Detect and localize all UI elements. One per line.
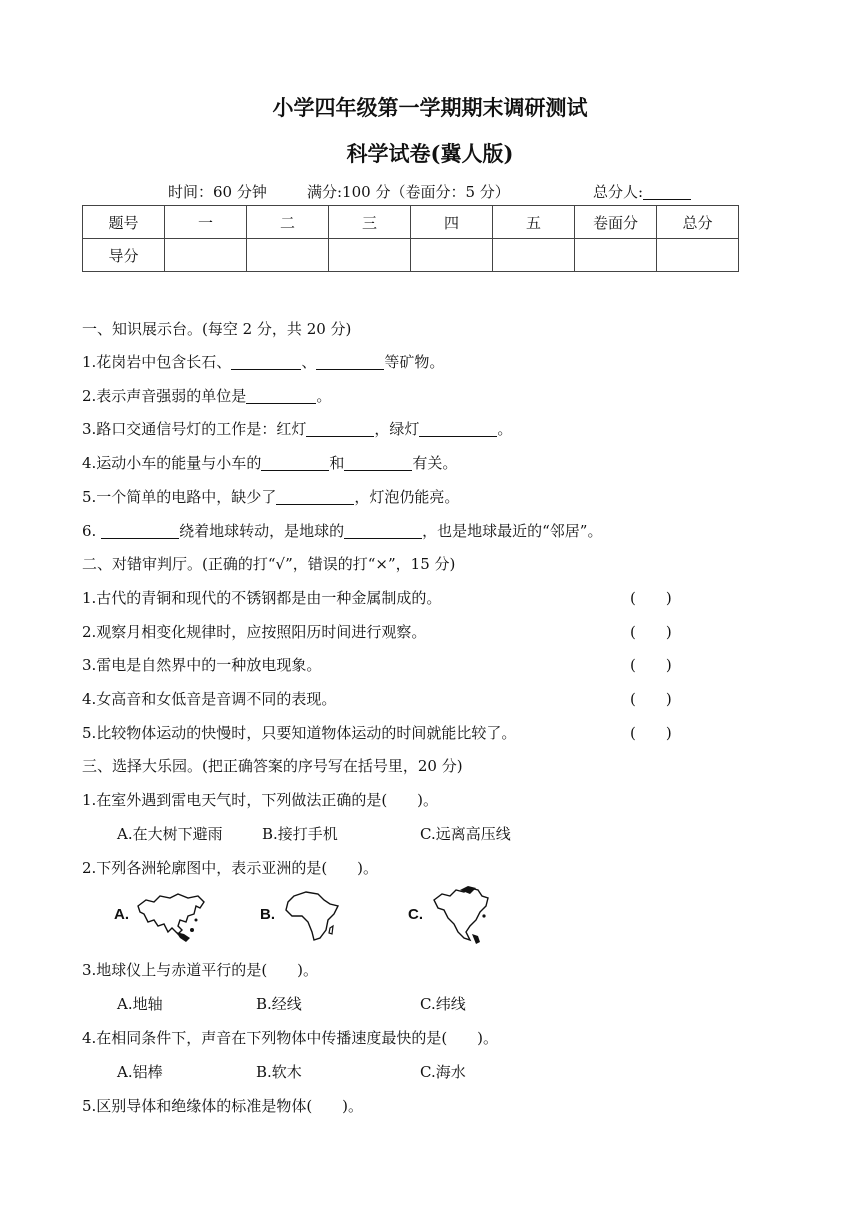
judge-item-1: 1.古代的青铜和现代的不锈钢都是由一种金属制成的。 — [82, 589, 442, 607]
table-cell: 五 — [493, 206, 575, 239]
table-cell: 一 — [165, 206, 247, 239]
exam-title: 小学四年级第一学期期末调研测试 — [272, 95, 588, 120]
judge-item-2: 2.观察月相变化规律时，应按照阳历时间进行观察。 — [82, 623, 427, 641]
exam-subtitle: 科学试卷(冀人版) — [346, 141, 514, 166]
score-table-header-row — [83, 206, 739, 239]
judge-answer-paren[interactable]: ( ) — [630, 656, 672, 674]
judge-item-4: 4.女高音和女低音是音调不同的表现。 — [82, 690, 337, 708]
choice-question-5: 5.区别导体和绝缘体的标准是物体( )。 — [82, 1097, 364, 1115]
score-entry-cell[interactable] — [493, 239, 575, 272]
section2-heading: 二、对错审判厅。(正确的打“√”，错误的打“×”，15 分) — [82, 555, 456, 573]
north-america-outline-icon — [430, 886, 494, 946]
judge-item-5: 5.比较物体运动的快慢时，只要知道物体运动的时间就能比较了。 — [82, 724, 517, 742]
choice-option-c: C.纬线 — [420, 995, 466, 1013]
asia-outline-icon — [136, 892, 206, 944]
score-entry-cell[interactable] — [657, 239, 739, 272]
question-text: 2.表示声音强弱的单位是 — [82, 387, 247, 405]
judge-answer-paren[interactable]: ( ) — [630, 623, 672, 641]
table-cell: 卷面分 — [575, 206, 657, 239]
question-text: 5.一个简单的电路中，缺少了 — [82, 488, 277, 506]
answer-blank[interactable] — [276, 489, 354, 505]
choice-option-a: A.铝棒 — [117, 1063, 163, 1081]
score-table-score-row — [83, 239, 739, 272]
exam-full-score: 满分:100 分（卷面分：5 分） — [307, 183, 510, 201]
choice-question-3: 3.地球仪上与赤道平行的是( )。 — [82, 961, 319, 979]
map-option-b-label: B. — [260, 906, 275, 923]
score-table — [82, 205, 739, 272]
judge-answer-paren[interactable]: ( ) — [630, 690, 672, 708]
question-text: 4.运动小车的能量与小车的 — [82, 454, 262, 472]
question-1-5 — [82, 486, 459, 507]
question-text: 有关。 — [412, 454, 458, 472]
choice-question-1: 1.在室外遇到雷电天气时，下列做法正确的是( )。 — [82, 791, 439, 809]
question-text: ，灯泡仍能亮。 — [354, 488, 460, 506]
choice-option-a: A.地轴 — [117, 995, 163, 1013]
choice-option-b: B.经线 — [256, 995, 302, 1013]
answer-blank[interactable] — [419, 421, 497, 437]
table-cell: 三 — [329, 206, 411, 239]
choice-option-b: B.接打手机 — [262, 825, 338, 843]
score-entry-cell[interactable] — [411, 239, 493, 272]
table-cell: 四 — [411, 206, 493, 239]
exam-time: 时间：60 分钟 — [168, 183, 267, 201]
answer-blank[interactable] — [344, 523, 422, 539]
map-option-a-label: A. — [114, 906, 129, 923]
question-1-1 — [82, 351, 444, 372]
question-1-3 — [82, 418, 512, 439]
africa-outline-icon — [280, 890, 344, 942]
scorer-field — [593, 181, 691, 202]
judge-item-3: 3.雷电是自然界中的一种放电现象。 — [82, 656, 322, 674]
choice-question-4: 4.在相同条件下，声音在下列物体中传播速度最快的是( )。 — [82, 1029, 499, 1047]
answer-blank[interactable] — [316, 354, 384, 370]
answer-blank[interactable] — [344, 455, 412, 471]
score-entry-cell[interactable] — [165, 239, 247, 272]
answer-blank[interactable] — [231, 354, 301, 370]
answer-blank[interactable] — [306, 421, 374, 437]
scorer-blank[interactable] — [643, 184, 691, 200]
question-text: 6. — [82, 522, 102, 540]
question-text: 绕着地球转动，是地球的 — [179, 522, 345, 540]
question-text: 和 — [329, 454, 345, 472]
answer-blank[interactable] — [261, 455, 329, 471]
answer-blank[interactable] — [246, 388, 316, 404]
map-option-c-label: C. — [408, 906, 423, 923]
question-text: 1.花岗岩中包含长石、 — [82, 353, 232, 371]
question-1-6 — [82, 520, 602, 541]
answer-blank[interactable] — [101, 523, 179, 539]
choice-question-2: 2.下列各洲轮廓图中，表示亚洲的是( )。 — [82, 859, 379, 877]
choice-option-b: B.软木 — [256, 1063, 302, 1081]
score-entry-cell[interactable] — [329, 239, 411, 272]
question-text: 等矿物。 — [384, 353, 445, 371]
table-cell: 题号 — [83, 206, 165, 239]
table-cell: 总分 — [657, 206, 739, 239]
score-entry-cell[interactable] — [575, 239, 657, 272]
section1-heading: 一、知识展示台。(每空 2 分，共 20 分) — [82, 320, 352, 338]
judge-answer-paren[interactable]: ( ) — [630, 724, 672, 742]
question-1-2 — [82, 385, 331, 406]
question-text: 3.路口交通信号灯的工作是：红灯 — [82, 420, 307, 438]
choice-option-c: C.远离高压线 — [420, 825, 511, 843]
question-text: 。 — [316, 387, 332, 405]
choice-option-c: C.海水 — [420, 1063, 466, 1081]
score-entry-cell[interactable] — [247, 239, 329, 272]
question-text: ，也是地球最近的“邻居”。 — [422, 522, 603, 540]
question-text: 。 — [497, 420, 513, 438]
question-1-4 — [82, 452, 457, 473]
judge-answer-paren[interactable]: ( ) — [630, 589, 672, 607]
table-cell: 二 — [247, 206, 329, 239]
table-cell: 导分 — [83, 239, 165, 272]
section3-heading: 三、选择大乐园。(把正确答案的序号写在括号里，20 分) — [82, 757, 463, 775]
choice-option-a: A.在大树下避雨 — [117, 825, 223, 843]
question-text: 、 — [301, 353, 317, 371]
question-text: ，绿灯 — [374, 420, 420, 438]
scorer-label: 总分人: — [593, 183, 644, 201]
